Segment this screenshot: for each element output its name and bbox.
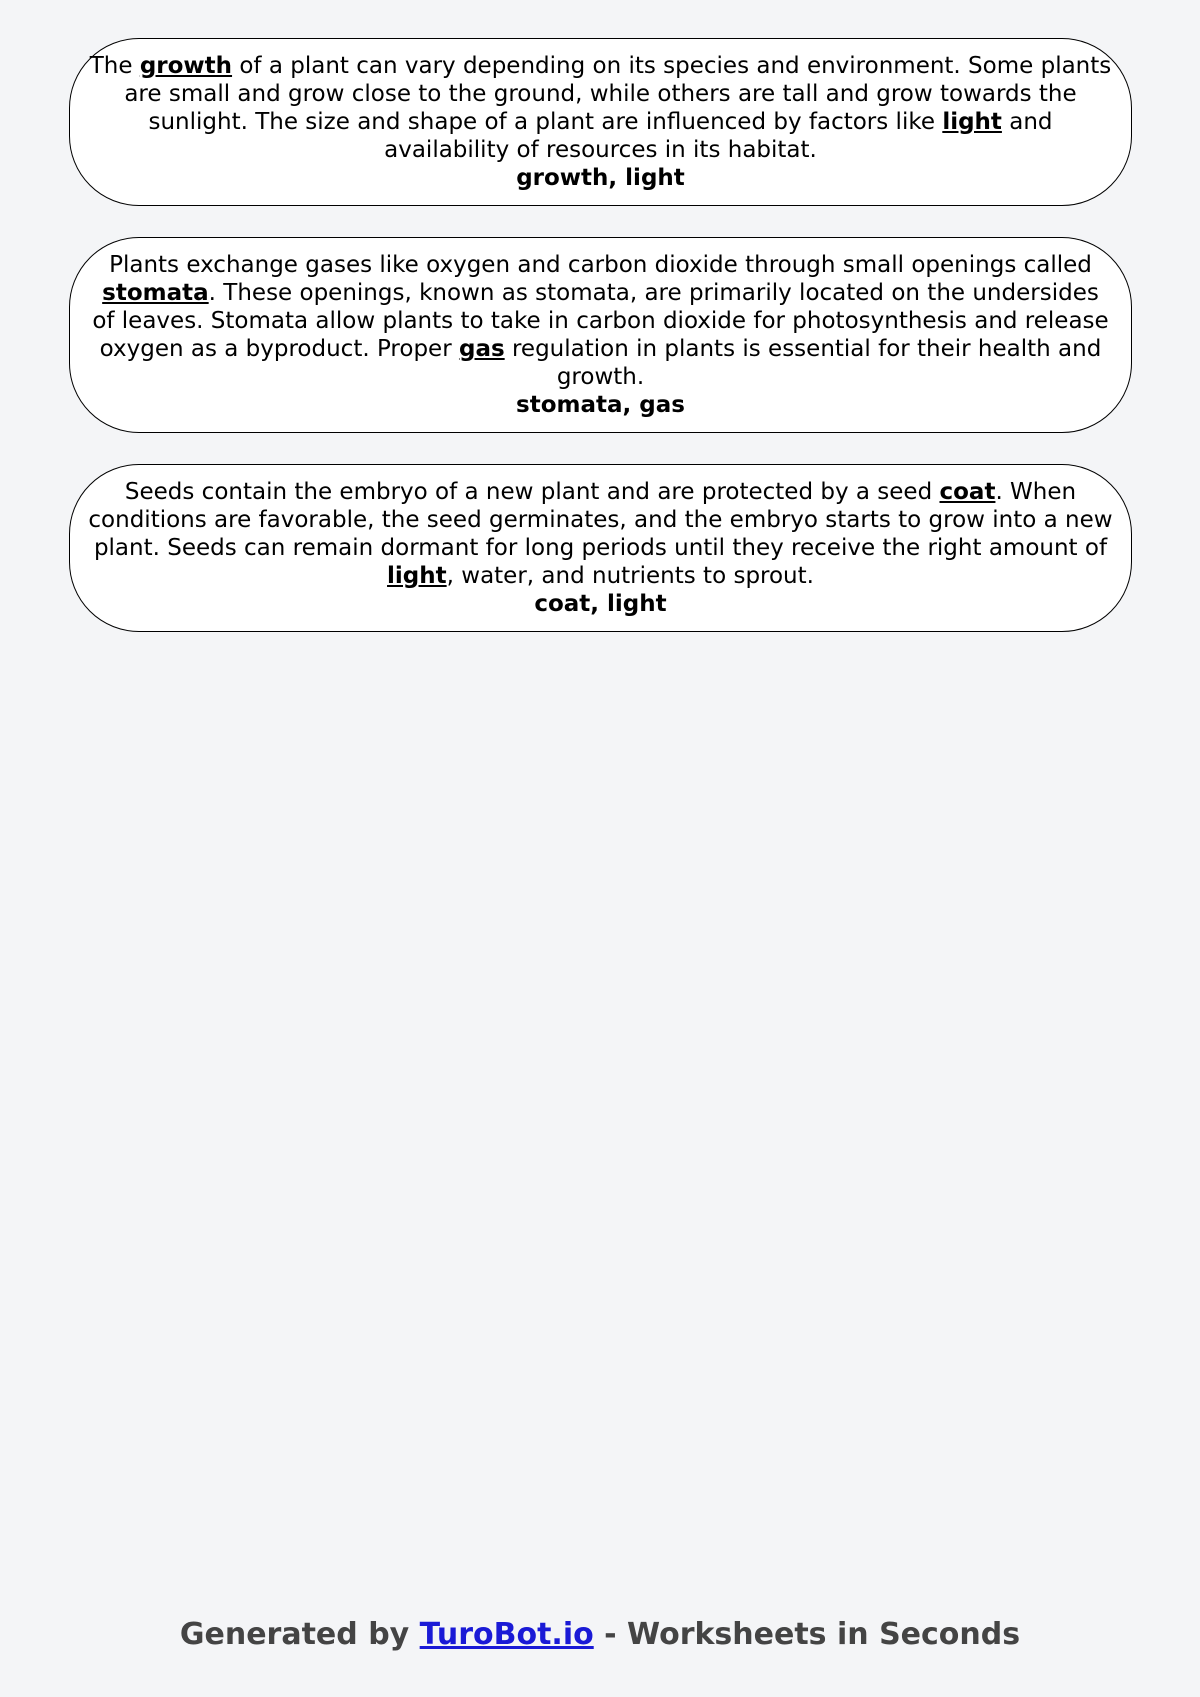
answer-key: coat, light <box>534 591 667 617</box>
passage-segment: of a plant can vary depending on its species and environment. Some plants are small and grow close to the ground, while others are tall and grow towards the sunlight. The size and shape of a plant are influenced by factors like <box>124 53 1112 135</box>
passage-segment: , water, and nutrients to sprout. <box>446 563 814 589</box>
turobot-link[interactable]: TuroBot.io <box>419 1617 594 1652</box>
passage-card <box>69 237 1132 433</box>
passage-segment: . When conditions are favorable, the seed germinates, and the embryo starts to grow into a new plant. Seeds can remain dormant for long periods until they receive the right amount of <box>88 479 1113 561</box>
answer-key: stomata, gas <box>516 392 685 418</box>
passage-segment: and availability of resources in its habitat. <box>384 109 1053 163</box>
passage-segment: The <box>89 53 140 79</box>
passage-segment: . These openings, known as stomata, are primarily located on the undersides of leaves. Stomata allow plants to take in carbon dioxide for photosynthesis and release oxygen as a byproduct. Proper <box>92 280 1109 362</box>
passage-segment: Plants exchange gases like oxygen and carbon dioxide through small openings called <box>109 252 1092 278</box>
keyword: gas <box>458 336 505 362</box>
keyword: stomata <box>102 280 209 306</box>
passage-text <box>88 251 1113 391</box>
keyword: coat <box>939 479 996 505</box>
passage-segment: regulation in plants is essential for their health and growth. <box>504 336 1102 390</box>
keyword: light <box>387 563 447 589</box>
passage-text <box>88 52 1113 164</box>
answer-key: growth, light <box>516 165 685 191</box>
keyword: light <box>942 109 1002 135</box>
footer-prefix: Generated by <box>179 1617 420 1652</box>
footer <box>0 1617 1200 1652</box>
keyword: growth <box>139 53 233 79</box>
footer-suffix: - Worksheets in Seconds <box>593 1617 1021 1652</box>
passage-segment: Seeds contain the embryo of a new plant and are protected by a seed <box>124 479 940 505</box>
passage-card <box>69 464 1132 632</box>
worksheet-cards <box>69 38 1132 663</box>
passage-text <box>88 478 1113 590</box>
passage-card <box>69 38 1132 206</box>
